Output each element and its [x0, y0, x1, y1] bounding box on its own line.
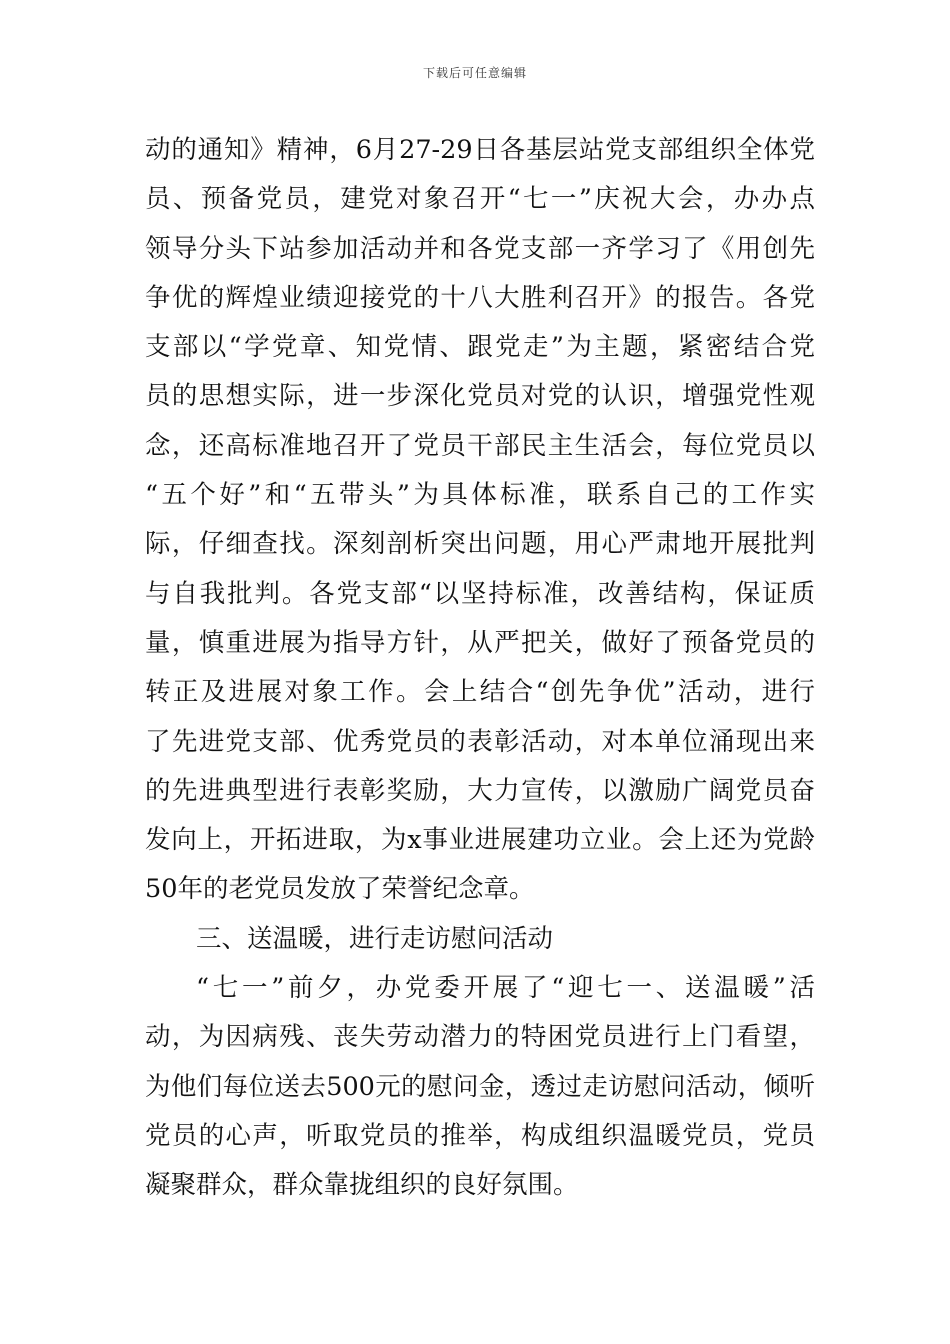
- text-line: “五个好”和“五带头”为具体标准，联系自己的工作实: [145, 480, 815, 511]
- text-line: 50年的老党员发放了荣誉纪念章。: [145, 874, 535, 905]
- text-line: 争优的辉煌业绩迎接党的十八大胜利召开》的报告。各党: [145, 282, 815, 313]
- text-line: 凝聚群众，群众靠拢组织的良好氛围。: [145, 1170, 579, 1201]
- page-header: 下载后可任意编辑: [422, 66, 527, 80]
- text-line: “七一”前夕，办党委开展了“迎七一、送温暖”活: [196, 973, 815, 1004]
- text-line: 支部以“学党章、知党情、跟党走”为主题，紧密结合党: [145, 332, 815, 363]
- text-line: 转正及进展对象工作。会上结合“创先争优”活动，进行: [145, 677, 815, 708]
- text-line: 为他们每位送去500元的慰问金，透过走访慰问活动，倾听: [145, 1071, 815, 1102]
- text-line: 动，为因病残、丧失劳动潜力的特困党员进行上门看望，: [145, 1022, 815, 1053]
- text-line: 三、送温暖，进行走访慰问活动: [196, 923, 554, 954]
- text-line: 党员的心声，听取党员的推举，构成组织温暖党员，党员: [145, 1120, 815, 1151]
- text-line: 领导分头下站参加活动并和各党支部一齐学习了《用创先: [145, 233, 815, 264]
- text-line: 念，还高标准地召开了党员干部民主生活会，每位党员以: [145, 430, 815, 461]
- text-line: 量，慎重进展为指导方针，从严把关，做好了预备党员的: [145, 627, 815, 658]
- text-line: 员、预备党员，建党对象召开“七一”庆祝大会，办办点: [145, 184, 815, 215]
- text-line: 动的通知》精神，6月27-29日各基层站党支部组织全体党: [145, 135, 815, 165]
- text-line: 了先进党支部、优秀党员的表彰活动，对本单位涌现出来: [145, 726, 815, 757]
- text-line: 员的思想实际，进一步深化党员对党的认识，增强党性观: [145, 381, 815, 412]
- text-line: 际，仔细查找。深刻剖析突出问题，用心严肃地开展批判: [145, 529, 815, 560]
- text-line: 与自我批判。各党支部“以坚持标准，改善结构，保证质: [145, 578, 815, 609]
- document-body: [145, 126, 815, 1211]
- text-line: 的先进典型进行表彰奖励，大力宣传，以激励广阔党员奋: [145, 775, 815, 806]
- text-line: 发向上，开拓进取，为x事业进展建功立业。会上还为党龄: [145, 825, 815, 856]
